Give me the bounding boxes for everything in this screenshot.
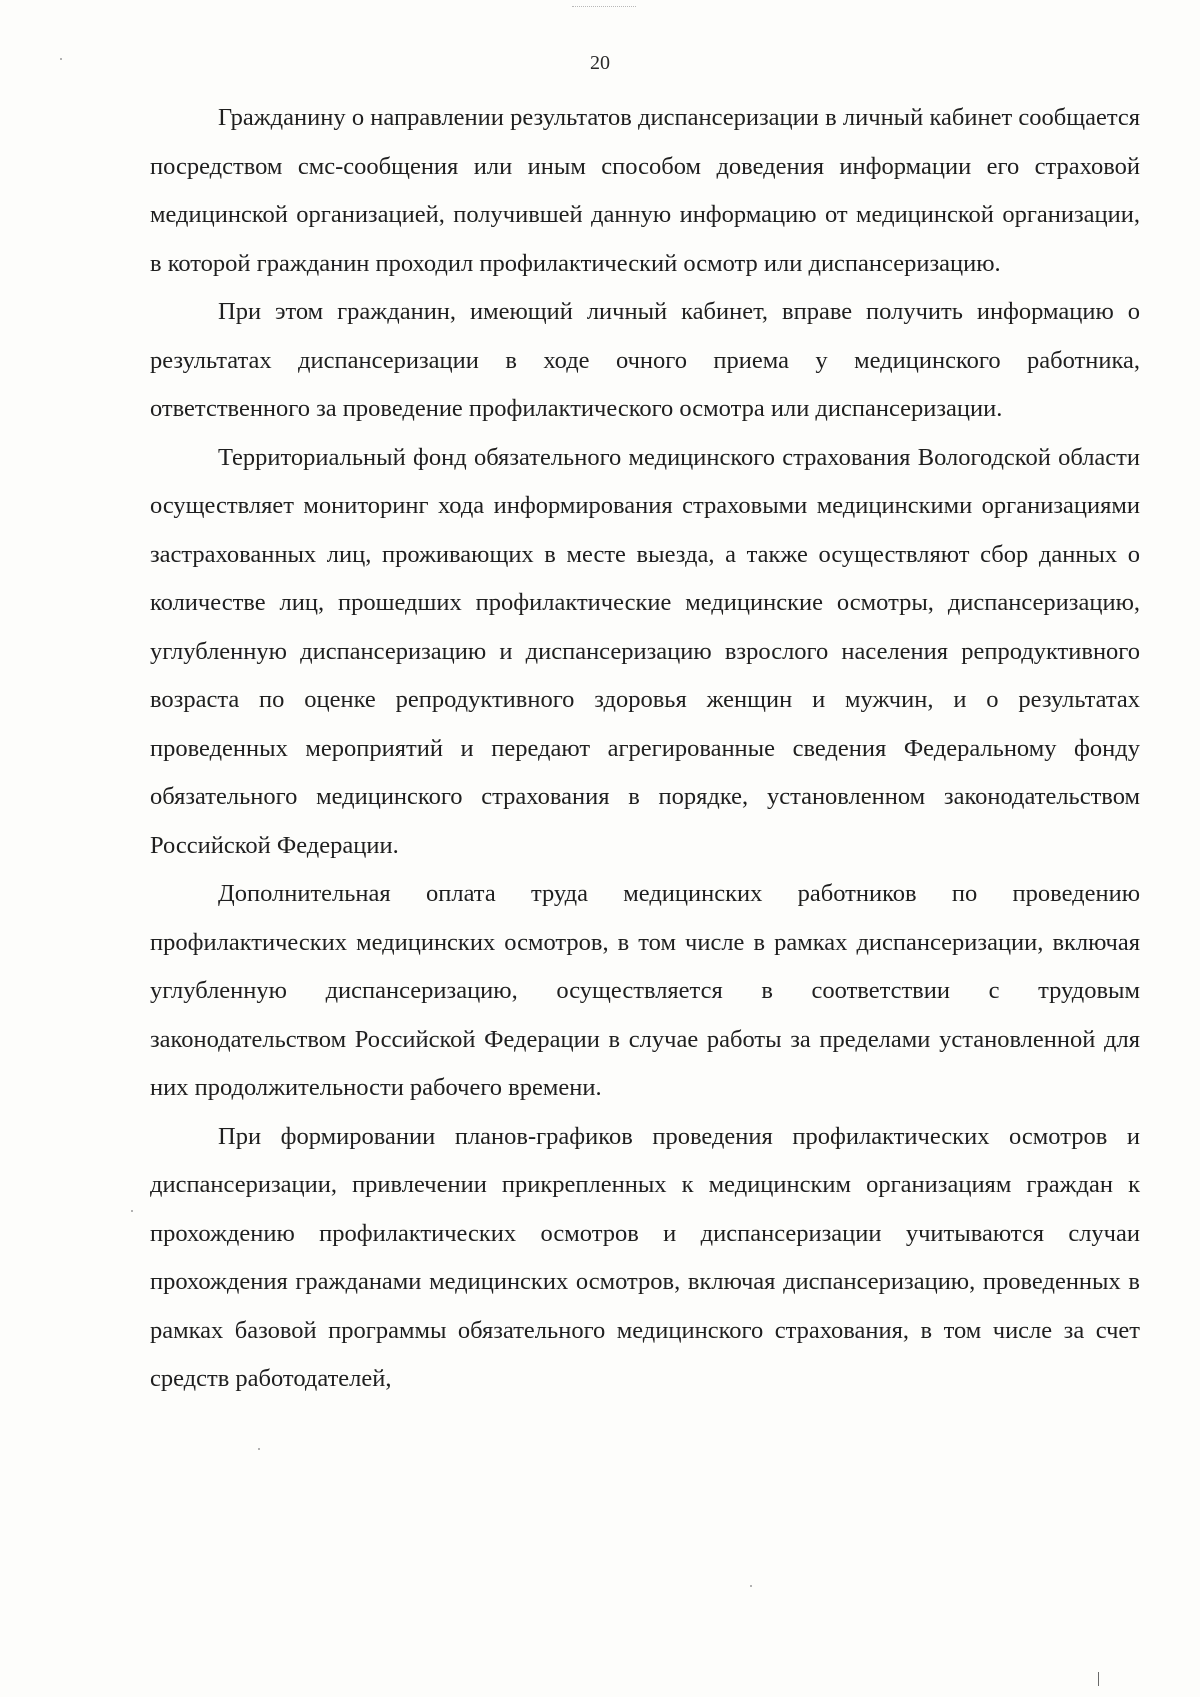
paragraph-territorial-fund-monitoring: Территориальный фонд обязательного медицинского страхования Вологодской области осуществляет мониторинг хода информирования страховыми медицинскими организациями застрахованных лиц, проживающих в месте выезда, а также осуществляют сбор данных о количестве лиц, прошедших профилактические медицинские осмотры, диспансеризацию, углубленную диспансеризацию и диспансеризацию взрослого населения репродуктивного возраста по оценке репродуктивного здоровья женщин и мужчин, и о результатах проведенных мероприятий и передают агрегированные сведения Федеральному фонду обязательного медицинского страхования в порядке, установленном законодательством Российской Федерации.: [150, 443, 1140, 859]
scan-speck: [258, 1448, 260, 1450]
scan-edge-artifact: [572, 0, 636, 7]
scan-speck: [131, 1210, 133, 1212]
paragraph-in-person-results: При этом гражданин, имеющий личный кабинет, вправе получить информацию о результатах диспансеризации в ходе очного приема у медицинского работника, ответственного за проведение профилактического осмотра или диспансеризации.: [150, 298, 1140, 422]
document-body: [150, 94, 1140, 1404]
scan-mark: [1098, 1672, 1099, 1686]
paragraph-additional-pay: Дополнительная оплата труда медицинских работников по проведению профилактических медицинских осмотров, в том числе в рамках диспансеризации, включая углубленную диспансеризацию, осуществляется в соответствии с трудовым законодательством Российской Федерации в случае работы за пределами установленной для них продолжительности рабочего времени.: [150, 880, 1140, 1101]
paragraph-schedule-planning: При формировании планов-графиков проведения профилактических осмотров и диспансеризации, привлечении прикрепленных к медицинским организациям граждан к прохождению профилактических осмотров и диспансеризации учитываются случаи прохождения гражданами медицинских осмотров, включая диспансеризацию, проведенных в рамках базовой программы обязательного медицинского страхования, в том числе за счет средств работодателей,: [150, 1122, 1140, 1392]
scan-speck: [60, 58, 62, 60]
scan-speck: [750, 1585, 752, 1587]
page-number: 20: [590, 52, 610, 74]
paragraph-cabinet-notification: Гражданину о направлении результатов диспансеризации в личный кабинет сообщается посредством смс-сообщения или иным способом доведения информации его страховой медицинской организацией, получившей данную информацию от медицинской организации, в которой гражданин проходил профилактический осмотр или диспансеризацию.: [150, 104, 1140, 277]
